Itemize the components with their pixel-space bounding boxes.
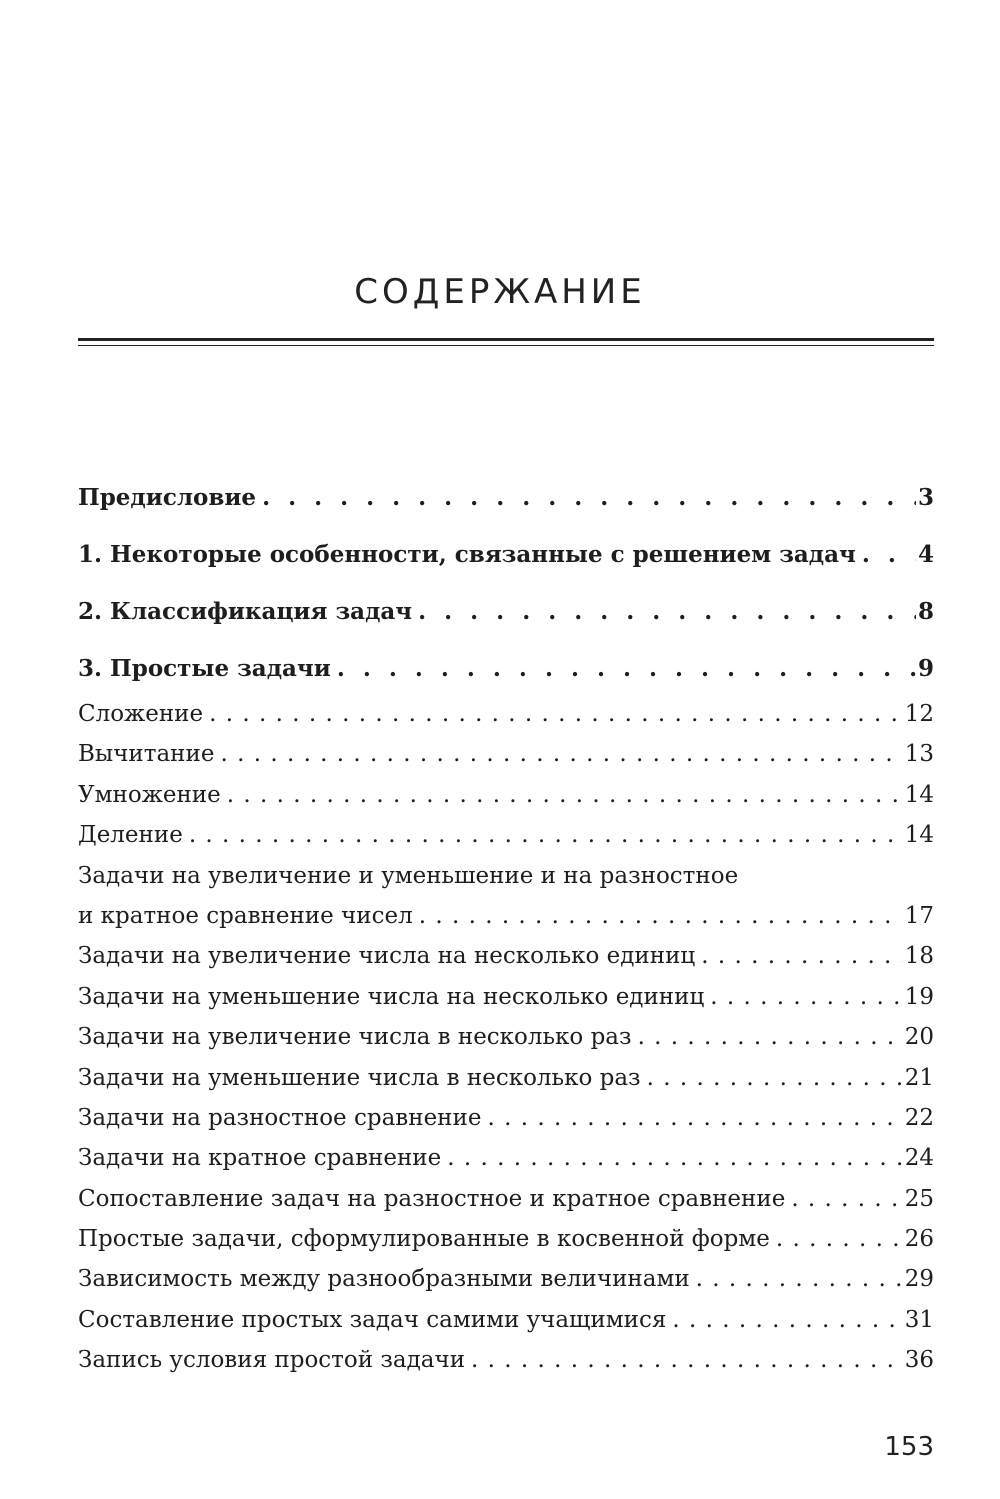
- toc-entry-label: Предисловие: [78, 484, 257, 511]
- page-number: 153: [884, 1432, 934, 1462]
- toc-entry-page: 4: [917, 541, 934, 568]
- toc-entry-page: 14: [904, 822, 934, 849]
- toc-entry-student-composed[interactable]: [78, 1300, 934, 1340]
- toc-entry-page: 22: [904, 1104, 934, 1131]
- toc-entry-label: Деление: [78, 822, 183, 849]
- toc-dot-leader: [701, 936, 903, 976]
- toc-entry-page: 26: [904, 1226, 934, 1253]
- toc-entry-addition[interactable]: [78, 694, 934, 734]
- toc-entry-chapter-3[interactable]: [78, 649, 934, 694]
- toc-entry-increase-times[interactable]: [78, 1017, 934, 1057]
- toc-dot-leader: [672, 1300, 902, 1340]
- toc-dot-leader: [487, 1098, 902, 1138]
- toc-entry-preface[interactable]: [78, 478, 934, 535]
- toc-dot-leader: [220, 734, 902, 774]
- toc-dot-leader: [638, 1017, 903, 1057]
- toc-entry-increase-by-units[interactable]: [78, 936, 934, 976]
- toc-entry-label: Зависимость между разнообразными величинами: [78, 1266, 690, 1293]
- toc-dot-leader: [189, 815, 903, 855]
- title-double-rule: [78, 338, 934, 346]
- toc-dot-leader: [471, 1340, 903, 1380]
- toc-dot-leader: [862, 535, 916, 575]
- toc-entry-chapter-1[interactable]: [78, 535, 934, 592]
- toc-entry-page: 17: [904, 902, 934, 929]
- toc-entry-page: 18: [904, 943, 934, 970]
- toc-entry-ratio-comparison[interactable]: [78, 1138, 934, 1178]
- toc-entry-page: 31: [904, 1306, 934, 1333]
- toc-dot-leader: [710, 977, 902, 1017]
- toc-entry-label: Задачи на кратное сравнение: [78, 1145, 442, 1172]
- toc-entry-label: 1. Некоторые особенности, связанные с решением задач: [78, 541, 856, 568]
- table-of-contents: [78, 478, 934, 1381]
- page-title: СОДЕРЖАНИЕ: [354, 272, 646, 312]
- toc-dot-leader: [418, 592, 916, 632]
- toc-entry-decrease-times[interactable]: [78, 1058, 934, 1098]
- toc-dot-leader: [791, 1179, 902, 1219]
- toc-entry-increase-decrease[interactable]: [78, 896, 934, 936]
- toc-entry-label: 3. Простые задачи: [78, 655, 331, 682]
- toc-dot-leader: [227, 775, 903, 815]
- toc-entry-label: Простые задачи, сформулированные в косвенной форме: [78, 1226, 770, 1253]
- toc-entry-page: 9: [917, 655, 934, 682]
- toc-entry-label: Умножение: [78, 781, 221, 808]
- toc-entry-label: 2. Классификация задач: [78, 598, 413, 625]
- toc-entry-quantity-dependency[interactable]: [78, 1259, 934, 1299]
- toc-entry-label: Задачи на уменьшение числа в несколько раз: [78, 1064, 641, 1091]
- toc-entry-page: 24: [904, 1145, 934, 1172]
- toc-entry-multiplication[interactable]: [78, 775, 934, 815]
- toc-dot-leader: [696, 1259, 903, 1299]
- toc-entry-label: Сопоставление задач на разностное и кратное сравнение: [78, 1185, 786, 1212]
- toc-entry-page: 12: [904, 701, 934, 727]
- toc-dot-leader: [262, 478, 916, 518]
- toc-entry-condition-record[interactable]: [78, 1340, 934, 1380]
- toc-entry-page: 8: [917, 598, 934, 625]
- toc-entry-page: 36: [904, 1347, 934, 1374]
- toc-entry-page: 29: [904, 1266, 934, 1293]
- toc-entry-label: Запись условия простой задачи: [78, 1347, 466, 1374]
- toc-entry-subtraction[interactable]: [78, 734, 934, 774]
- toc-entry-label: Вычитание: [78, 741, 215, 768]
- toc-entry-decrease-by-units[interactable]: [78, 977, 934, 1017]
- toc-entry-label: Задачи на увеличение числа на несколько единиц: [78, 943, 696, 970]
- toc-entry-label: и кратное сравнение чисел: [78, 902, 413, 929]
- toc-entry-page: 20: [904, 1024, 934, 1051]
- toc-entry-page: 3: [917, 484, 934, 511]
- toc-entry-difference-comparison[interactable]: [78, 1098, 934, 1138]
- toc-dot-leader: [447, 1138, 902, 1178]
- toc-dot-leader: [209, 694, 903, 734]
- toc-entry-page: 21: [904, 1064, 934, 1091]
- toc-entry-page: 25: [904, 1185, 934, 1212]
- toc-entry-chapter-2[interactable]: [78, 592, 934, 649]
- toc-entry-label: Задачи на увеличение числа в несколько раз: [78, 1024, 632, 1051]
- toc-entry-label: Задачи на разностное сравнение: [78, 1104, 482, 1131]
- toc-entry-comparison-juxtaposition[interactable]: [78, 1179, 934, 1219]
- toc-entry-increase-decrease-line1[interactable]: [78, 856, 934, 896]
- toc-entry-page: 14: [904, 781, 934, 808]
- toc-dot-leader: [776, 1219, 903, 1259]
- toc-dot-leader: [337, 649, 916, 689]
- toc-dot-leader: [419, 896, 903, 936]
- toc-entry-label: Задачи на увеличение и уменьшение и на разностное: [78, 862, 739, 889]
- toc-entry-division[interactable]: [78, 815, 934, 855]
- toc-dot-leader: [647, 1058, 903, 1098]
- toc-entry-page: 19: [904, 983, 934, 1010]
- toc-entry-page: 13: [904, 741, 934, 768]
- toc-entry-label: Задачи на уменьшение числа на несколько единиц: [78, 983, 705, 1010]
- toc-entry-label: Сложение: [78, 701, 204, 727]
- toc-entry-label: Составление простых задач самими учащимися: [78, 1306, 667, 1333]
- toc-entry-indirect-form[interactable]: [78, 1219, 934, 1259]
